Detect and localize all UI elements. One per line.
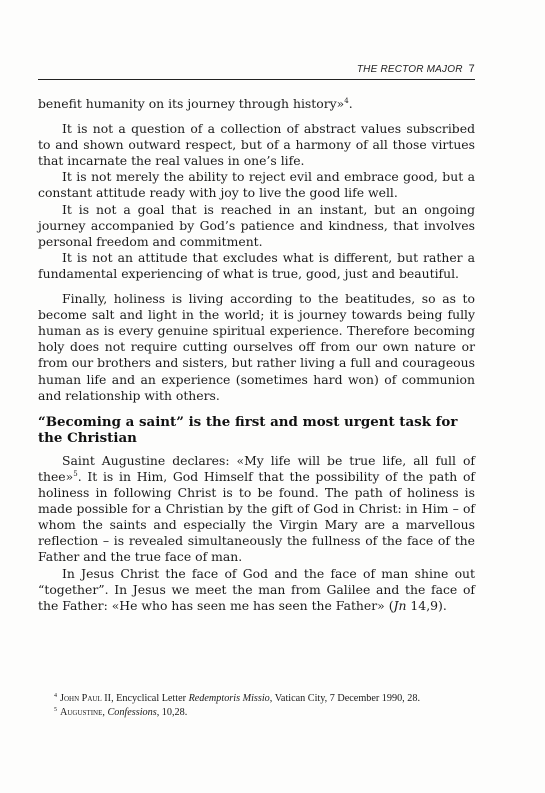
footnote-4: $^4$ John Paul II, Encyclical Letter Redemptoris Missio, Vatican City, 7 December 1990, 28. — [54, 692, 421, 704]
paragraph-reject-evil: It is not merely the ability to reject evil and embrace good, but a constant attitude ready with joy to live the good life well. — [38, 169, 475, 201]
section-heading: “Becoming a saint” is the first and most urgent task for the Christian — [38, 413, 458, 447]
footnotes — [38, 692, 475, 720]
paragraph-continuation: benefit humanity on its journey through history»$^4$. — [38, 96, 353, 111]
paragraph-beatitudes: Finally, holiness is living according to the beatitudes, so as to become salt and light in the world; it is journey towards being fully human as is every genuine spiritual experience. Therefore becoming holy does not require cutting ourselves off from our own nature or from our brothers and sisters, but rather living a full and courageous human life and an experience (sometimes hard won) of communion and relationship with others. — [38, 291, 475, 403]
body-text — [38, 96, 475, 614]
paragraph-augustine: Saint Augustine declares: «My life will be true life, all full of thee»$^5$. It is in Him, God Himself that the possibility of the path of holiness in following Christ is to be found. The path of holiness is made possible for a Christian by the gift of God in Christ: in Him – of whom the saints and especially the Virgin Mary are a marvellous reflection – is revealed simultaneously the fullness of the face of the Father and the true face of man. — [38, 452, 475, 565]
scripture-ref: Jn — [393, 597, 407, 613]
footnote-5: $^5$ Augustine, Confessions, 10,28. — [54, 706, 188, 718]
footnote-ref-4: 4 — [344, 96, 349, 105]
footnote-ref-5: 5 — [73, 469, 78, 478]
paragraph-ongoing-journey: It is not a goal that is reached in an instant, but an ongoing journey accompanied by God’s patience and kindness, that involves personal freedom and commitment. — [38, 201, 475, 249]
running-title: THE RECTOR MAJOR — [356, 64, 463, 75]
page-number: 7 — [468, 63, 475, 75]
header-rule — [38, 79, 475, 80]
paragraph-excludes-different: It is not an attitude that excludes what is different, but rather a fundamental experiencing of what is true, good, just and beautiful. — [38, 249, 475, 281]
paragraph-face-of-god: In Jesus Christ the face of God and the face of man shine out “together”. In Jesus we meet the man from Galilee and the face of the Father: «He who has seen me has seen the Father» (Jn 14,9). — [38, 565, 475, 613]
running-head — [38, 63, 475, 75]
paragraph-abstract-values: It is not a question of a collection of abstract values subscribed to and shown outward respect, but of a harmony of all those virtues that incarnate the real values in one’s life. — [38, 121, 475, 169]
